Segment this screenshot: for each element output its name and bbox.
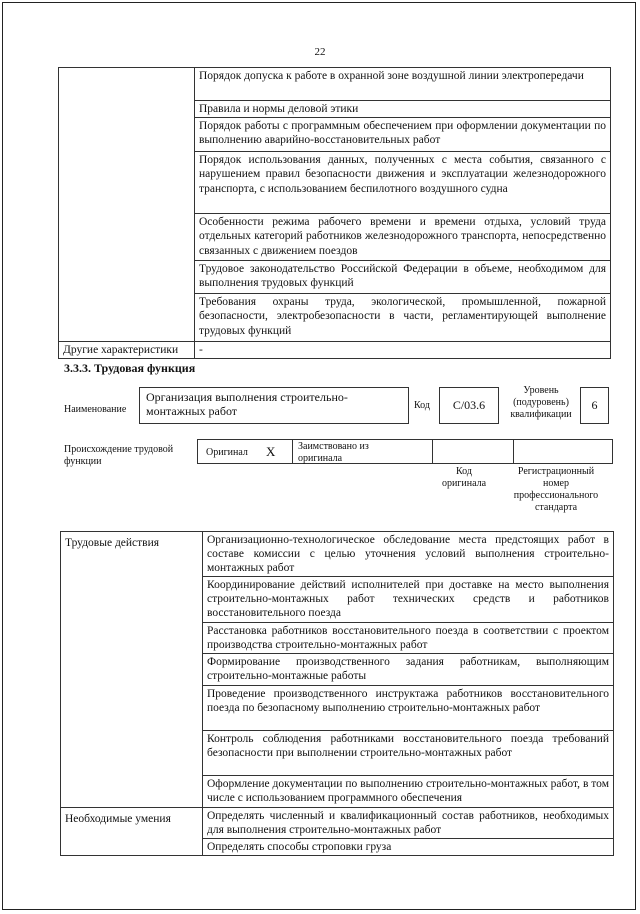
name-label: Наименование — [64, 404, 127, 415]
table-cell: - — [195, 342, 611, 359]
code-label: Код — [414, 400, 430, 411]
table-cell: Формирование производственного задания работникам, выполняющим строительно-монтажные работы — [203, 654, 614, 686]
table-row — [59, 342, 611, 359]
table-cell: Правила и нормы деловой этики — [195, 101, 611, 118]
table-cell: Определять численный и квалификационный состав работников, необходимых для выполнения строительно-монтажных работ — [203, 808, 614, 839]
table-cell: Определять способы строповки груза — [203, 839, 614, 856]
origin-box — [197, 439, 613, 464]
table-cell: Требования охраны труда, экологической, промышленной, пожарной безопасности, электробезопасности в части, регламентирующей выполнение трудовых функций — [195, 294, 611, 342]
table-cell: Проведение производственного инструктажа работников восстановительного поезда по безопасному выполнению строительно-монтажных работ — [203, 686, 614, 731]
table-cell: Порядок допуска к работе в охранной зоне воздушной линии электропередачи — [195, 68, 611, 101]
group-label-skills: Необходимые умения — [61, 808, 203, 856]
table-cell: Расстановка работников восстановительного поезда в соответствии с проектом производства строительно-монтажных работ — [203, 623, 614, 654]
row-label: Другие характеристики — [59, 342, 195, 359]
reg-caption: Регистрационный номер профессионального стандарта — [513, 466, 599, 513]
original-mark: X — [266, 444, 276, 459]
table-cell: Порядок работы с программным обеспечением при оформлении документации по выполнению аварийно-восстановительных работ — [195, 118, 611, 152]
code-caption: Код оригинала — [441, 466, 487, 489]
borrowed-label: Заимствовано из оригинала — [298, 441, 369, 464]
table-cell: Особенности режима рабочего времени и времени отдыха, условий труда отдельных категорий работников железнодорожного транспорта, непосредственно связанных с движением поездов — [195, 214, 611, 261]
level-label: Уровень (подуровень) квалификации — [510, 385, 572, 420]
table-cell: Организационно-технологическое обследование места предстоящих работ в составе комиссии с целью уточнения условий выполнения строительно-монтажных работ — [203, 532, 614, 577]
function-name-box: Организация выполнения строительно-монтажных работ — [139, 387, 409, 424]
level-value-box: 6 — [580, 387, 609, 424]
knowledge-table — [58, 67, 611, 359]
labor-actions-table — [60, 531, 614, 856]
group-label-actions: Трудовые действия — [61, 532, 203, 808]
table-row — [59, 68, 611, 101]
page-number: 22 — [314, 46, 326, 58]
table-cell: Трудовое законодательство Российской Федерации в объеме, необходимом для выполнения трудовых функций — [195, 261, 611, 294]
table-row — [61, 532, 614, 577]
row-label — [59, 68, 195, 342]
origin-label: Происхождение трудовой функции — [64, 444, 174, 467]
table-cell: Контроль соблюдения работниками восстановительного поезда требований безопасности при выполнении строительно-монтажных работ — [203, 731, 614, 776]
original-label: Оригинал — [206, 447, 248, 458]
table-cell: Координирование действий исполнителей при доставке на место выполнения строительно-монтажных работ технических средств и работников восстановительного поезда — [203, 577, 614, 623]
table-cell: Оформление документации по выполнению строительно-монтажных работ, в том числе с использованием программного обеспечения — [203, 776, 614, 808]
table-cell: Порядок использования данных, полученных с места события, связанного с нарушением правил безопасности движения и эксплуатации железнодорожного транспорта, с использованием беспилотного воздушного судна — [195, 152, 611, 214]
section-title: 3.3.3. Трудовая функция — [64, 361, 196, 375]
table-row — [61, 808, 614, 839]
function-code-box: С/03.6 — [439, 387, 499, 424]
